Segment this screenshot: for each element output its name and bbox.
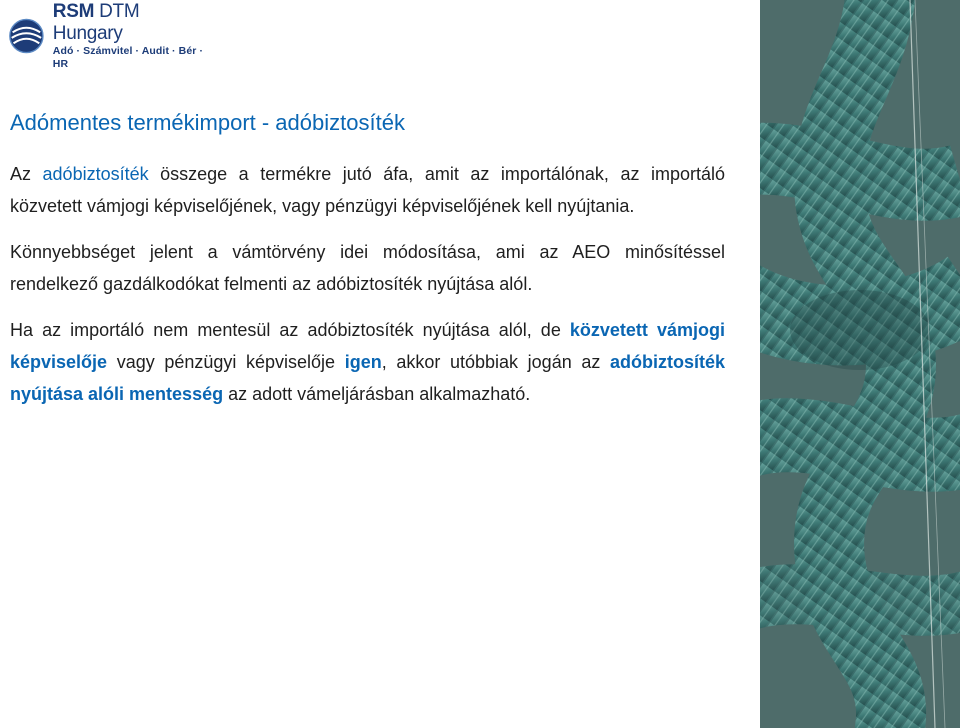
paragraph-exemption: Ha az importáló nem mentesül az adóbiztosíték nyújtása alól, de közvetett vámjogi képviselője vagy pénzügyi képviselője igen, akkor utóbbiak jogán az adóbiztosíték nyújtása alóli mentesség az adott vámeljárásban alkalmazható. xyxy=(10,320,725,404)
globe-logo-icon xyxy=(8,16,45,56)
rope-knot-photo xyxy=(760,0,960,728)
highlight-igen: igen xyxy=(344,352,382,372)
company-logo xyxy=(8,1,208,70)
highlight-kozvetett-kepviselo: közvetett vámjogi képviselője xyxy=(10,320,725,372)
highlight-mentesseg: adóbiztosíték nyújtása alóli mentesség xyxy=(10,352,725,404)
rope-knot-illustration xyxy=(760,0,960,728)
page-title: Adómentes termékimport - adóbiztosíték xyxy=(10,110,405,135)
paragraph-aeo: Könnyebbséget jelent a vámtörvény idei módosítása, ami az AEO minősítéssel rendelkező gazdálkodókat felmenti az adóbiztosíték nyújtása alól. xyxy=(10,242,725,294)
slide-content xyxy=(10,108,725,424)
paragraph-definition: Az adóbiztosíték összege a termékre jutó áfa, amit az importálónak, az importáló közvetett vámjogi képviselőjének, vagy pénzügyi képviselőjének kell nyújtania. xyxy=(10,164,725,216)
company-name: RSM DTM Hungary xyxy=(52,1,140,44)
highlight-adobiztositek: adóbiztosíték xyxy=(42,164,149,184)
company-tagline: Adó · Számvitel · Audit · Bér · HR xyxy=(52,45,204,70)
